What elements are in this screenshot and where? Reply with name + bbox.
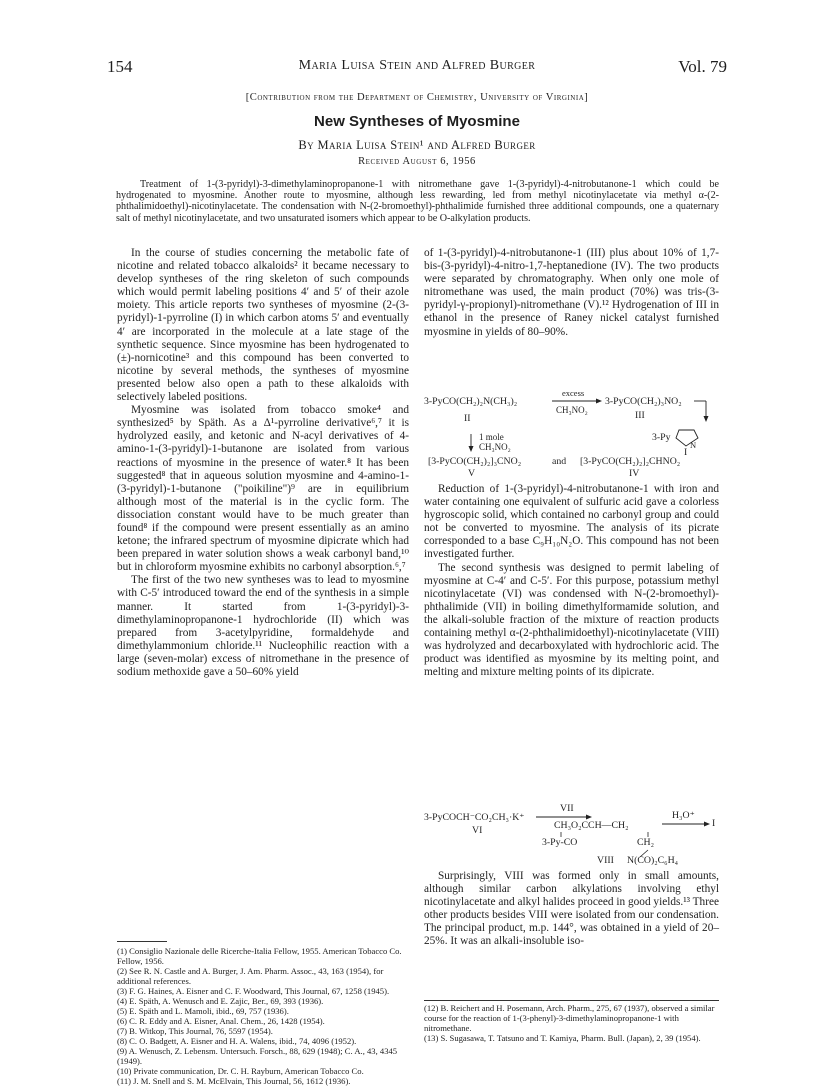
footnote: (5) E. Späth and L. Mamoli, ibid., 69, 757 (1936). — [117, 1006, 289, 1016]
compound-viii-label: VIII — [597, 855, 614, 866]
paragraph-second-synthesis: The second synthesis was designed to permit labeling of myosmine at C-4′ and C-5′. For this purpose, potassium methyl nicotinylacetate (VI) was condensed with N-(2-bromoethyl)-phthalimide (VII) in boiling dimethylformamide solution, and the alkali-soluble fraction of the mixture of reaction products containing methyl α-(2-phthalimidoethyl)-nicotinylacetate (VIII) was hydrolyzed and decarboxylated with hydrochloric acid. The product was identified as myosmine by its melting point, and melting and mixture melting points of its dipicrate. — [424, 561, 719, 679]
reaction-scheme-1 — [424, 386, 719, 480]
volume-label: Vol. 79 — [678, 57, 727, 76]
abstract-text: Treatment of 1-(3-pyridyl)-3-dimethylaminopropanone-1 with nitromethane gave 1-(3-pyridyl)-4-nitrobutanone-1 which could be hydrogenated to myosmine. Another route to myosmine, although less rewarding, led from methyl nicotinylacetate via methyl α-(2-phthalimidoethyl)-nicotinylacetate. The condensation with N-(2-bromoethyl)-phthalimide furnished three additional compounds, one a quaternary salt of methyl nicotinylacetate, and two unsaturated isomers which appear to be O-alkylation products. — [116, 179, 719, 224]
one-mole-reagent: CH₃NO₂ — [479, 442, 511, 452]
myosmine-nitrogen: N — [690, 440, 697, 450]
footnote: (9) A. Wenusch, Z. Lebensm. Untersuch. Forsch., 88, 629 (1948); C. A., 43, 4345 (1949). — [117, 1046, 398, 1066]
arrow-label-nitromethane: CH₃NO₂ — [556, 405, 588, 415]
compound-iii-formula: 3-PyCO(CH₂)₃NO₂ — [605, 396, 682, 407]
footnote: (11) J. M. Snell and S. M. McElvain, This Journal, 56, 1612 (1936). — [117, 1076, 351, 1086]
footnote: (7) B. Witkop, This Journal, 76, 5597 (1954). — [117, 1026, 273, 1036]
abstract — [116, 179, 719, 224]
compound-viii-right: CH₂ — [637, 837, 655, 848]
contribution-line: [Contribution from the Department of Chemistry, University of Virginia] — [245, 92, 589, 103]
arrow-label-excess: excess — [562, 388, 585, 398]
footnotes-left — [117, 946, 409, 1086]
received-date: Received August 6, 1956 — [358, 156, 476, 167]
article-title: New Syntheses of Myosmine — [314, 113, 520, 130]
running-head — [107, 57, 727, 79]
paragraph-surprisingly: Surprisingly, VIII was formed only in small amounts, although similar carbon alkylations involving ethyl nicotinylacetate and alkyl halides proceed in good yields.¹³ Three other products besides VIII were isolated from our condensation. The principal product, m.p. 144°, was obtained in a yield of 20–25%. It was an alkali-insoluble iso- — [424, 870, 719, 948]
compound-v-label: V — [468, 468, 476, 479]
running-head-authors: Maria Luisa Stein and Alfred Burger — [298, 58, 536, 73]
footnote: (12) B. Reichert and H. Posemann, Arch. Pharm., 275, 67 (1937), observed a similar course for the reaction of 1-(3-phenyl)-3-dimethylaminopropanone-1 with nitromethane. — [424, 1003, 715, 1033]
footnote-divider — [117, 941, 167, 942]
footnote-divider-right — [424, 1000, 719, 1001]
compound-viii-phthalimide: N(CO)₂C₆H₄ — [627, 855, 679, 866]
arrow-label-vii: VII — [560, 803, 574, 814]
myosmine-pyridyl: 3-Py — [652, 432, 671, 443]
right-column-bottom — [424, 870, 719, 949]
and-text: and — [552, 456, 567, 467]
paragraph-reduction: Reduction of 1-(3-pyridyl)-4-nitrobutanone-1 with iron and water containing one equivalent of sulfuric acid gave a colorless hygroscopic solid, which contained no carbonyl group and could not be converted to myosmine. The analysis of its picrate corresponded to a base C₉H₁₀N₂O. This compound has not been investigated further. — [424, 483, 719, 561]
compound-viii-left: 3-Py-CO — [542, 837, 578, 848]
footnote: (2) See R. N. Castle and A. Burger, J. Am. Pharm. Assoc., 43, 163 (1954), for additional references. — [117, 966, 384, 986]
footnotes-right — [424, 1003, 719, 1043]
compound-vi-label: VI — [472, 825, 483, 836]
compound-ii-label: II — [464, 413, 471, 424]
one-mole-label: 1 mole — [479, 432, 504, 442]
footnote: (13) S. Sugasawa, T. Tatsuno and T. Kamiya, Pharm. Bull. (Japan), 2, 39 (1954). — [424, 1033, 701, 1043]
byline: By Maria Luisa Stein¹ and Alfred Burger — [298, 138, 536, 152]
footnote: (8) C. O. Badgett, A. Eisner and H. A. Walens, ibid., 74, 4096 (1952). — [117, 1036, 357, 1046]
compound-v-formula: [3-PyCO(CH₂)₂]₃CNO₂ — [428, 456, 522, 467]
right-column — [424, 247, 719, 339]
arrow-label-acid: H₃O⁺ — [672, 810, 695, 821]
paragraph-continued: of 1-(3-pyridyl)-4-nitrobutanone-1 (III) plus about 10% of 1,7-bis-(3-pyridyl)-4-nitro-1,7-heptanedione (IV). The two products were separated by chromatography. When only one mole of nitromethane was used, the main product (70%) was tris-(3-pyridyl-γ-propionyl)-nitromethane (V).¹² Hydrogenation of III in ethanol in the presence of Raney nickel catalyst furnished myosmine in yields of 80–90%. — [424, 247, 719, 338]
footnote: (6) C. R. Eddy and A. Eisner, Anal. Chem., 26, 1428 (1954). — [117, 1016, 325, 1026]
footnote: (10) Private communication, Dr. C. H. Rayburn, American Tobacco Co. — [117, 1066, 364, 1076]
reaction-scheme-2 — [424, 803, 719, 867]
compound-iii-label: III — [635, 410, 645, 421]
footnote: (1) Consiglio Nazionale delle Ricerche-Italia Fellow, 1955. American Tobacco Co. Fellow, 1956. — [117, 946, 402, 966]
paragraph-first-synthesis: The first of the two new syntheses was to lead to myosmine with C-5′ introduced toward the end of the synthesis in a simple manner. It started from 1-(3-pyridyl)-3-dimethylaminopropanone-1 hydrochloride (II) which was prepared from 3-acetylpyridine, formaldehyde and dimethylammonium chloride.¹¹ Nucleophilic reaction with a large (seven-molar) excess of nitromethane in the presence of sodium methoxide gave a 50–60% yield — [117, 574, 409, 678]
footnote: (4) E. Späth, A. Wenusch and E. Zajic, Ber., 69, 393 (1936). — [117, 996, 324, 1006]
page-number: 154 — [107, 57, 133, 76]
footnote: (3) F. G. Haines, A. Eisner and C. F. Woodward, This Journal, 67, 1258 (1945). — [117, 986, 390, 996]
paragraph-myosmine: Myosmine was isolated from tobacco smoke⁴ and synthesized⁵ by Späth. As a Δ¹-pyrroline derivative⁶,⁷ it is hydrolyzed easily, and ketonic and N-acyl derivatives of 4-amino-1-(3-pyridyl)-1-butanone are isolated from various reactions of myosmine in the presence of water.⁸ It has been suggested⁸ that in aqueous solution myosmine and 4-amino-1-(3-pyridyl)-1-butanone ("poikiline")⁹ are in equilibrium although most of the material is in the cyclic form. The dissociation constant would have to be much greater than found⁸ if the compound were present essentially as an amino ketone; the infrared spectrum of myosmine dipicrate which had been prepared in water solution shows a weak carbonyl band,¹⁰ but in chloroform myosmine exhibits no carbonyl absorption.⁶,⁷ — [117, 404, 409, 574]
product-myosmine-label: I — [712, 818, 716, 829]
compound-vi-formula: 3-PyCOCH⁻CO₂CH₃·K⁺ — [424, 812, 525, 823]
compound-iv-label: IV — [629, 468, 640, 479]
right-column-mid — [424, 483, 719, 679]
compound-viii-top: CH₃O₂CCH—CH₂ — [554, 820, 629, 831]
left-column — [117, 247, 409, 679]
myosmine-label: I — [684, 447, 688, 458]
paragraph-intro: In the course of studies concerning the metabolic fate of nicotine and related tobacco alkaloids² it became necessary to develop syntheses of the ring skeleton of such compounds which would permit labeling positions 4′ and 5′ of their azole moiety. This article reports two syntheses of myosmine (2-(3-pyridyl)-1-pyrroline (I) in which carbon atoms 5′ and eventually 4′ are incorporated in the molecule at a late stage of the synthetic sequence. Since myosmine has been hydrogenated to (±)-nornicotine³ and this compound has been converted to nicotine by several methods, the syntheses of myosmine presented below also open a path to these alkaloids with selectively labeled positions. — [117, 247, 409, 404]
compound-iv-formula: [3-PyCO(CH₂)₂]₂CHNO₂ — [580, 456, 681, 467]
compound-ii-formula: 3-PyCO(CH₂)₂N(CH₃)₂ — [424, 396, 518, 407]
